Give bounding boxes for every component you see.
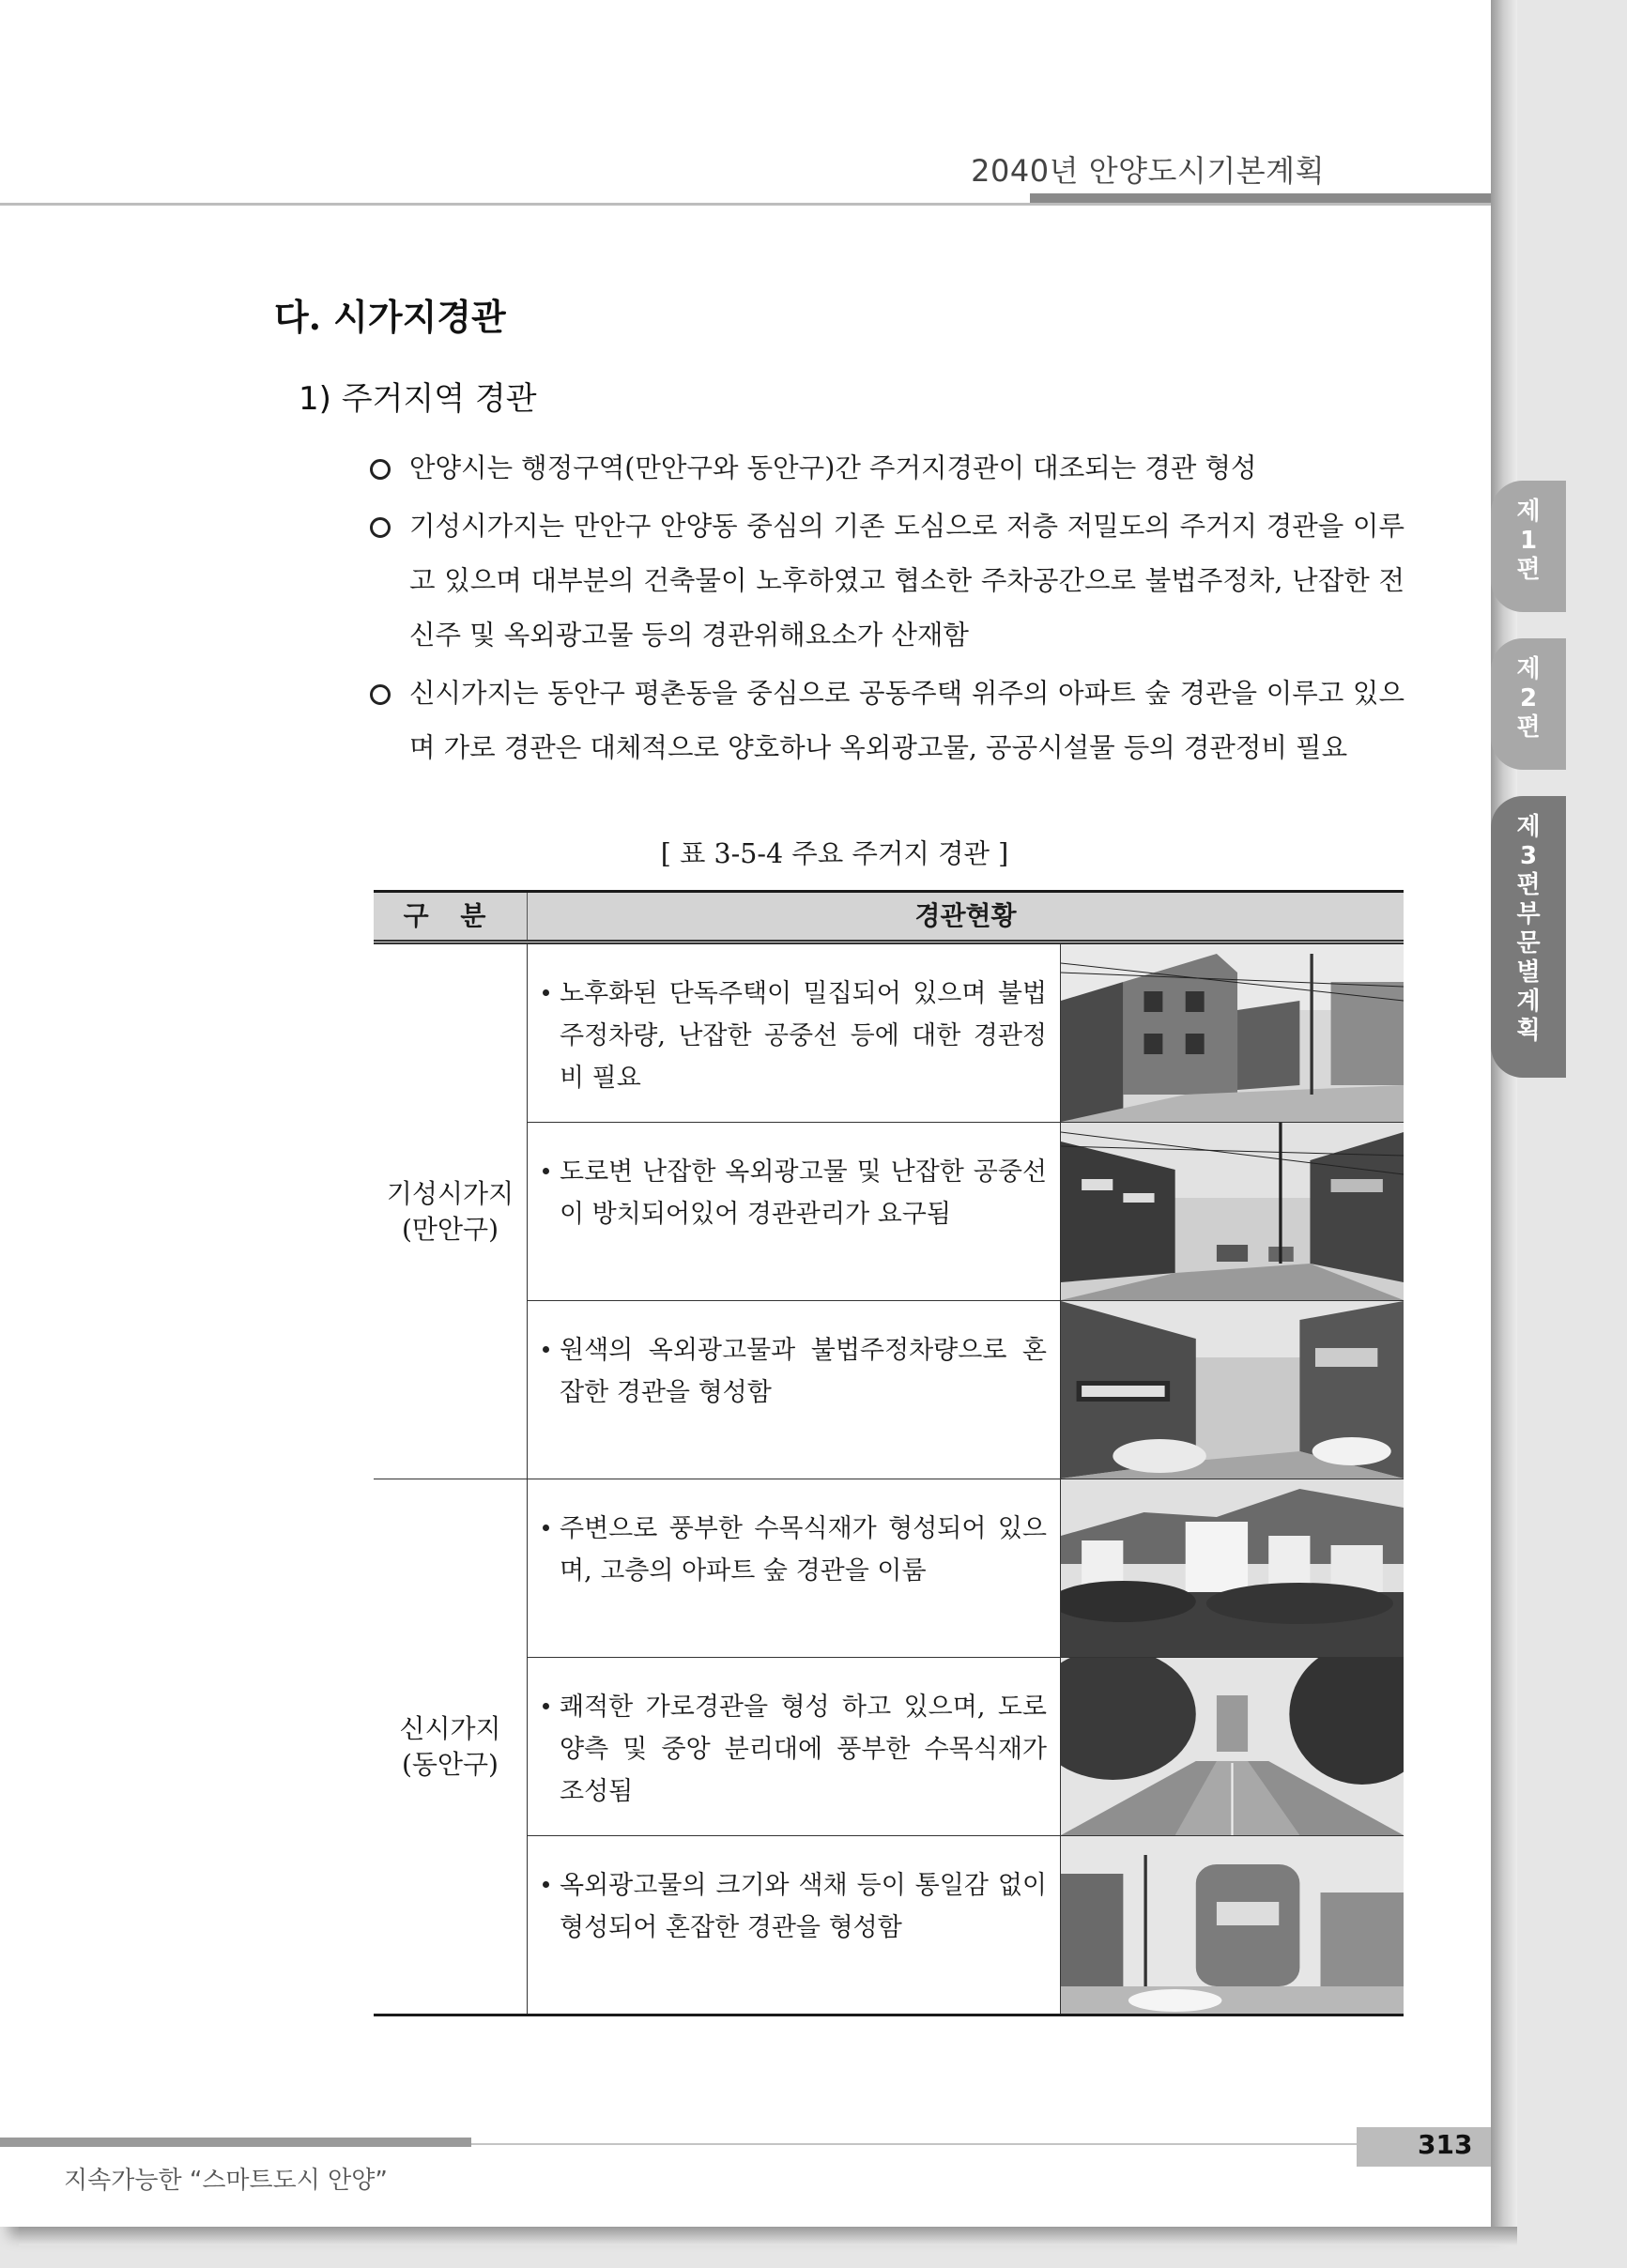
category-cell (374, 944, 528, 1479)
category-district: (동안구) (401, 1748, 499, 1780)
tab-label-char: 부 (1516, 900, 1541, 928)
tab-label-char: 2 (1519, 684, 1538, 713)
row-text: 쾌적한 가로경관을 형성 하고 있으며, 도로 양측 및 중앙 분리대에 풍부한 수목식재가 조성됨 (560, 1693, 1047, 1806)
table-row (528, 1835, 1404, 2014)
tab-label-char: 제 (1516, 655, 1541, 683)
photo-apartment-forest (1061, 1479, 1404, 1657)
bullet-dot-icon (543, 1346, 549, 1353)
bullet-dot-icon (543, 1525, 549, 1531)
category-district: (만안구) (402, 1213, 499, 1245)
page-number: 313 (1418, 2129, 1473, 2160)
tab-label-char: 제 (1516, 498, 1541, 526)
row-text: 원색의 옥외광고물과 불법주정차량으로 혼잡한 경관을 형성함 (560, 1336, 1047, 1407)
circle-bullet-icon (370, 459, 391, 480)
row-text: 도로변 난잡한 옥외광고물 및 난잡한 공중선이 방치되어있어 경관관리가 요구됨 (560, 1157, 1047, 1229)
page-bottom-shadow (19, 2227, 1517, 2245)
row-text: 노후화된 단독주택이 밀집되어 있으며 불법주정차량, 난잡한 공중선 등에 대한 경관정비 필요 (560, 979, 1047, 1093)
tab-label-char: 계 (1516, 988, 1541, 1016)
bullet-item (364, 667, 1404, 775)
tab-label-char: 별 (1516, 958, 1541, 987)
bullet-dot-icon (543, 1703, 549, 1709)
header-category: 구 분 (374, 893, 528, 940)
footer-rule (0, 2138, 471, 2147)
tab-label-char: 편 (1516, 556, 1541, 584)
photo-old-houses (1061, 944, 1404, 1122)
tab-label-char: 1 (1519, 527, 1538, 555)
category-name: 기성시가지 (386, 1177, 514, 1209)
subsection-title: 1) 주거지역 경관 (299, 380, 537, 418)
row-text: 주변으로 풍부한 수목식재가 형성되어 있으며, 고층의 아파트 숲 경관을 이룸 (560, 1514, 1047, 1586)
landscape-table (374, 890, 1404, 2016)
bullet-text: 신시가지는 동안구 평촌동을 중심으로 공동주택 위주의 아파트 숲 경관을 이루고 있으며 가로 경관은 대체적으로 양호하나 옥외광고물, 공공시설물 등의 경관정비 필요 (409, 678, 1404, 763)
table-row (528, 1122, 1404, 1300)
bullet-list (364, 441, 1404, 779)
photo-colorful-signs (1061, 1301, 1404, 1479)
photo-commercial-building (1061, 1836, 1404, 2014)
photo-tree-lined-road (1061, 1658, 1404, 1835)
bullet-text: 기성시가지는 만안구 안양동 중심의 기존 도심으로 저층 저밀도의 주거지 경관을 이루고 있으며 대부분의 건축물이 노후하였고 협소한 주차공간으로 불법주정차, 난잡한 전신주 및 옥외광고물 등의 경관위해요소가 산재함 (409, 511, 1404, 651)
table-group-old-town (374, 944, 1404, 1479)
footer-slogan: 지속가능한 “스마트도시 안양” (64, 2167, 388, 2195)
table-caption: [ 표 3-5-4 주요 주거지 경관 ] (660, 838, 1009, 869)
circle-bullet-icon (370, 517, 391, 538)
table-header (374, 890, 1404, 944)
section-title: 다. 시가지경관 (274, 296, 506, 338)
category-name: 신시가지 (399, 1712, 501, 1744)
tab-label-char: 획 (1516, 1017, 1541, 1045)
table-row (528, 1657, 1404, 1835)
table-row (528, 1300, 1404, 1479)
tab-label-char: 편 (1516, 713, 1541, 742)
bullet-dot-icon (543, 1168, 549, 1174)
tab-part-3[interactable] (1491, 796, 1566, 1078)
circle-bullet-icon (370, 684, 391, 705)
tab-part-1[interactable] (1491, 481, 1566, 612)
tab-part-2[interactable] (1491, 638, 1566, 770)
bullet-text: 안양시는 행정구역(만안구와 동안구)간 주거지경관이 대조되는 경관 형성 (409, 452, 1257, 483)
page-edge-shadow (1491, 0, 1517, 2234)
header-status: 경관현황 (914, 900, 1017, 931)
running-header-title: 2040년 안양도시기본계획 (971, 153, 1325, 189)
bullet-dot-icon (543, 1881, 549, 1888)
bullet-dot-icon (543, 989, 549, 996)
tab-label-char: 편 (1516, 871, 1541, 899)
table-group-new-town (374, 1479, 1404, 2016)
tab-label-char: 문 (1516, 929, 1541, 958)
category-cell (374, 1479, 528, 2014)
table-row (528, 944, 1404, 1122)
row-text: 옥외광고물의 크기와 색채 등이 통일감 없이 형성되어 혼잡한 경관을 형성함 (560, 1871, 1047, 1942)
table-row (528, 1479, 1404, 1657)
bullet-item (364, 499, 1404, 663)
tab-label-char: 3 (1519, 842, 1538, 870)
header-rule-thin (0, 203, 1491, 206)
tab-label-char: 제 (1516, 813, 1541, 841)
photo-street-signs (1061, 1123, 1404, 1300)
bullet-item (364, 441, 1404, 496)
